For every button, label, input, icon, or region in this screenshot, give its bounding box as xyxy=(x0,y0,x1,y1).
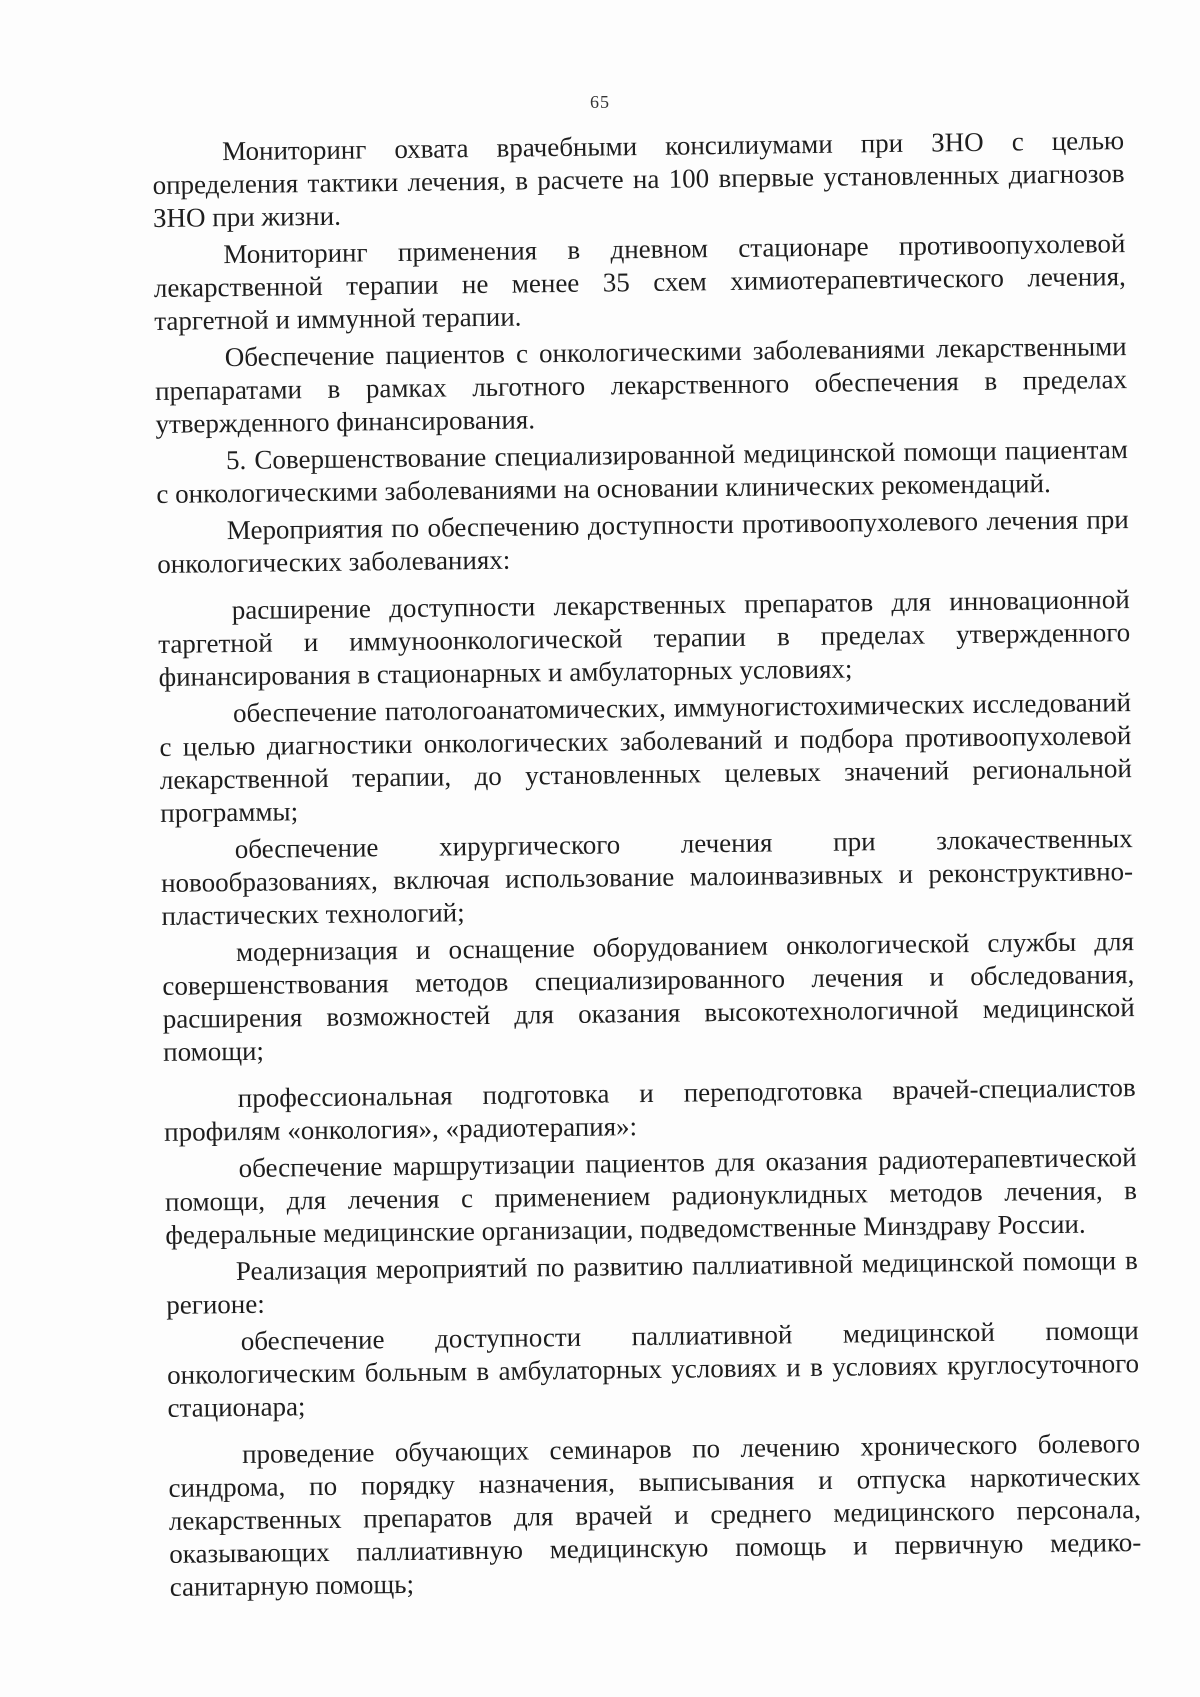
list-item-training: профессиональная подготовка и переподготовка врачей-специалистов профилям «онкология», «радиотерапия»: xyxy=(163,1072,1136,1147)
paragraph-section-5: 5. Совершенствование специализированной медицинской помощи пациентам с онкологическими заболеваниями на основании клинических рекомендаций. xyxy=(156,434,1129,509)
list-item-surgical-treatment: обеспечение хирургического лечения при злокачественных новообразованиях, включая использование малоинвазивных и реконструктивно-пластических технологий; xyxy=(160,823,1134,931)
list-item-modernization: модернизация и оснащение оборудованием онкологической службы для совершенствования методов специализированного лечения и обследования, расширения возможностей для оказания высокотехнологичной медицинской помощи; xyxy=(162,926,1135,1067)
list-item-seminars: проведение обучающих семинаров по лечению хронического болевого синдрома, по порядку назначения, выписывания и отпуска наркотических лекарственных препаратов для врачей и среднего медицинского персонала, оказывающих паллиативную медицинскую помощь и первичную медико-санитарную помощь; xyxy=(168,1428,1142,1602)
document-body xyxy=(152,124,1142,1608)
paragraph-measures-intro: Мероприятия по обеспечению доступности противоопухолевого лечения при онкологических заболеваниях: xyxy=(157,504,1129,579)
page-number: 65 xyxy=(590,92,610,112)
list-item-routing: обеспечение маршрутизации пациентов для оказания радиотерапевтической помощи, для лечения с применением радионуклидных методов лечения, в федеральные медицинские организации, подведомственные Минздраву России. xyxy=(164,1142,1138,1250)
paragraph-monitoring-consilium: Мониторинг охвата врачебными консилиумами при ЗНО с целью определения тактики лечения, в расчете на 100 впервые установленных диагнозов ЗНО при жизни. xyxy=(152,125,1125,233)
list-item-pathology-research: обеспечение патологоанатомических, иммуногистохимических исследований с целью диагностики онкологических заболеваний и подбора противоопухолевой лекарственной терапии, до установленных целевых значений региональной программы; xyxy=(159,687,1132,828)
paragraph-drug-provision: Обеспечение пациентов с онкологическими заболеваниями лекарственными препаратами в рамках льготного лекарственного обеспечения в пределах утвержденного финансирования. xyxy=(154,331,1128,439)
list-item-drug-access: расширение доступности лекарственных препаратов для инновационной таргетной и иммуноонкологической терапии в пределах утвержденного финансирования в стационарных и амбулаторных условиях; xyxy=(158,584,1131,692)
list-item-palliative-access: обеспечение доступности паллиативной медицинской помощи онкологическим больным в амбулаторных условиях и в условиях круглосуточного стационара; xyxy=(166,1315,1140,1423)
paragraph-monitoring-day-hospital: Мониторинг применения в дневном стационаре противоопухолевой лекарственной терапии не менее 35 схем химиотерапевтического лечения, таргетной и иммунной терапии. xyxy=(153,228,1126,336)
paragraph-palliative-intro: Реализация мероприятий по развитию паллиативной медицинской помощи в регионе: xyxy=(166,1245,1138,1320)
